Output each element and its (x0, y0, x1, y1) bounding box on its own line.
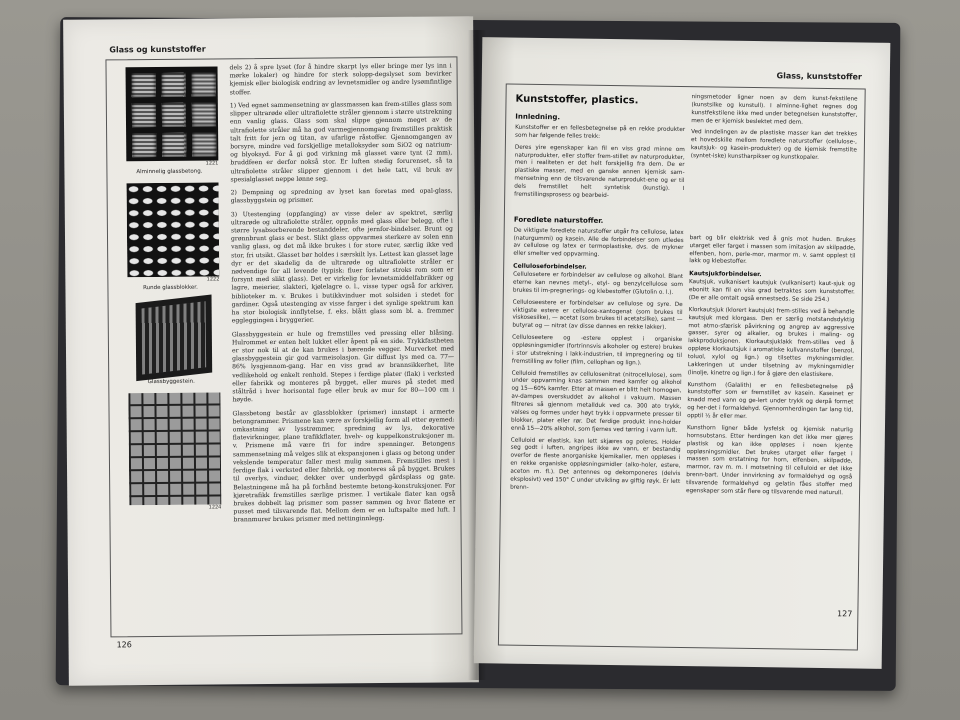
sub-heading: Kautsjukforbindelser. (689, 270, 762, 279)
section-heading: Foredlete naturstoffer. (513, 215, 604, 225)
paragraph: Kautsjuk, vulkanisert kautsjuk (vulkanisert) kaut-sjuk og ebonitt kan fil en viss grad betraktes som kunststoffer. (De er alle omtalt også ennestseds. Se side 254.) (688, 279, 856, 304)
right-column-2 (686, 94, 858, 502)
right-running-head: Glass, kunststoffer (776, 71, 862, 82)
paragraph: Kunsthorn (Galalith) er en fellesbetegnelse på kunststoffer som er fremstillet av kasein. Kaseinet er knadd med vann og ge-lert under trykk og derpå formet og her-det i formaldehyd. Gjennomherdingen tar lang tid, opptil ½ år eller mer. (687, 381, 854, 420)
glass-brick-photo (136, 295, 213, 382)
section-heading: Innledning. (515, 112, 561, 122)
left-text-column (229, 62, 455, 530)
figure-round-blocks (115, 182, 226, 291)
left-page-number: 126 (116, 640, 132, 650)
figure-caption: Glassbyggestein. (147, 378, 195, 386)
figure-number: 1222 (206, 276, 220, 283)
right-page-number: 127 (837, 609, 853, 619)
left-page (63, 16, 479, 686)
paragraph: Klorkautsjuk (klorert kautsjuk) frem-stilles ved å behandle kautsjuk med klorgass. Den er særlig motstandsdyktig mot atmo-sfærisk påvirkning og angrep av aggressive gasser, syrer og alkalier, og brukes i maling- og lakkproduksjonen. Klorkautsjuklakk frem-stilles ved å oppløse klorkautsjuk i aromatiske kullvannstoffer (benzol, toluol, xylol og lign.) og tilsettes mykningsmidler. Lakkeringen ut under tilsetning av mykningsmidler (linolje, kinetre og lign.) for å gjøre den elastiskere. (687, 306, 855, 378)
paragraph: Deres yire egenskaper kan fil en viss grad minne om naturprodukter, eller stoffer frem-stillet av naturprodukter, men i realiteten er det helt forskjellig fra dem. De er plastiske masser, med en ganske annen kjemisk sam-mensetning enn de tilsvarende naturprodukt-ene og er til dels fremstillet helt syntetisk (kunstig). I fremstillingsprosess og bearbeid- (514, 144, 685, 199)
round-blocks-photo (127, 182, 220, 277)
glass-concrete-photo (126, 66, 219, 161)
figure-caption (117, 512, 227, 513)
figure-column (114, 66, 228, 519)
paragraph: Glassbyggestein er hule og fremstilles ved pressing eller blåsing. Hulrommet er enten helt lukket eller åpent på en side. Trykkfastheten er stor nok til at de kan brukes i bærende vegger. Murverket med glassbyggestein gir god varmeisolasjon. Gir diffust lys med ca. 77—86% lysgjennom-gang. Har en viss grad av brannsikkerhet, lite vedlikehold og enkelt renhold. Stepes i ferdige plater (flak) i verksted eller fabrikk og monteres på bygget, eller mures på stedet med ståltråd i hver horisontal fuge eller bruk av mur for 80—100 cm i høyde. (231, 328, 455, 404)
figure-number: 1221 (205, 160, 219, 167)
paragraph: Celluloseestere er forbindelser av cellulose og syre. De viktigste estere er cellulose-xantogenat (som brukes til viskosesilke), — acetat (som brukes til acetatsilke), samt — butyrat og — nitrat (av disse dannes en rekke lakker). (512, 299, 683, 332)
paragraph: ningsmetoder ligner noen av dem kunst-fekstilene (kunstsilke og kunstull). I alminne-lighet regnes dog kunstfekstilene ikke med under betegnelsen kunststoffer, men de er kjemisk beslektet med dem. (691, 94, 858, 126)
paragraph: De viktigste foredlete naturstoffer utgår fra cellulose, latex (naturgummi) og kasein. Alle de forbindelser som utledes av cellulose og latex er termoplastiske, dvs. de mykner eller smelter ved oppvarming. (513, 227, 684, 259)
figure-caption: Runde glassblokker. (143, 284, 198, 292)
left-running-head: Glass og kunststoffer (109, 44, 206, 55)
chapter-title: Kunststoffer, plastics. (515, 93, 639, 107)
right-page (474, 37, 891, 669)
paragraph: Glassbetong består av glassblokker (prismer) innstøpt i armerte betongrammer. Prismene kan være av forskjellig form all etter øyemed: omkastning av lysstrømmer, spredning av lys, dekorative flatevirkninger, plane trafikkflater, hvelv- og kuppelkonstruksjoner m. v. Prismene må være fri for indre spenninger. Betongens sammensetning må velges slik at ekspansjonen i glass og betong under vekslende temperatur faller mest mulig sammen. Fremstilles mest i ferdige flak i verksted eller fabrikk, og monteres så på bygget. Brukes til overlys, vinduer, dekker over underbygd gårdsplass og gate. Belastningene må ha på forhånd bestemte betong-konstruksjoner. For kjøretrafikk fremstilles særlige prismer. I vertikale flater kan også brukes dobbelt lag prismer som passer sammen og hvor flatene er pusset med tilsvarende flat. Mellom dem er en luftspalte med luft. I brannmurer brukes prismer med nettinginnlegg. (232, 407, 456, 524)
paragraph: 3) Utestenging (oppfanging) av visse deler av spektret, særlig ultrarøde og ultrafiolette stråler, oppnås med glass eller belegg, ofte i større lysabsorberende bestanddeler, ofte jernfor-bindelser. Brunt og grønnbrunt glass er best. Slikt glass oppvarmes sterkere av solen enn vanlig glass, og det må ikke brukes i for store ruter, særlig ikke ved stor, fri utsikt. Glasset bør holdes i særskilt lys. Lettest kan glasset lage dyr er det skadelig da de ultrarøde og ultrafiolette stråler er nødvendige for all levende (typisk: fluer forlater stroks rom som er forsynt med slikt glass). Det er virkelig for levnetsmiddelfabrikker og lagre, meierier, slakteri, kjølelagre o. l., visse typer også for arkiver, biblioteker m. v. Brukes i butikkvinduer mot solsiden i stedet for gardiner. Også utestenging av visse farger i det synlige spektrum kan ha stor biologisk innflytelse, f. eks. blått glass som bl. a. fremmer eggleggingen i bryggerier. (230, 208, 454, 325)
paragraph: 1) Ved egnet sammensetning av glassmassen kan frem-stilles glass som slipper ultrarøde eller ultrafiolette stråler gjennom i større utstrekning enn vanlig glass. Glass som skal slippe gjennom meget av de ultrafiolette stråler må ha god varmegjennomgang fremstilles praktisk talt fritt for jern og titan, av ufarlige råstoffer. Gjennomgangen av borsyre, mindre ved forskjellige metalloksyder som SiO2 og natrium- og blyoksyd. For å gi god virkning må glasset være tynt (2 mm), bruddfeen er derfor nokså stor. Er luften stedig forurenset, så ta ultrafiolette stråler slipper gjennom i det hele tatt, vil bruk av spesialglasset neppe lønne seg. (229, 100, 453, 184)
paragraph: Celluloid er elastisk, kan lett skjæres og poleres. Holder seg godt i luften, angripes ikke av vann, er bestandig overfor de fleste anorganiske kjemikalier, men oppløses i en rekke organiske oppløsningsmidler (alko-holer, estere, aceton m. fl.). Det antennes og dekomponeres (delvis eksplosivt) ved 150° C under utvikling av giftig røyk. Er lett brenn- (510, 437, 681, 491)
paragraph: Celluloid fremstilles av cellulosenitrat (nitrocellulose), som under oppvarming knas sammen med kamfer og alkohol og 15—60% kamfer. Etter at massen er blitt helt homogen, av-dampes overskuddet av alkohol i vakuum. Massen filtreres så gjennom metallduk ved ca. 300 ato trykk, valses og formes under høyt trykk i oppvarmete presser til blokker, plater eller rør. Det ferdige produkt inne-holder ennå 15—20% alkohol, som fjernes ved tørring i varm luft. (510, 370, 682, 434)
paragraph: Kunststoffer er en fellesbetegnelse på en rekke produkter som har følgende felles trekk: (514, 124, 686, 140)
sub-heading: Celluloseforbindelser. (513, 262, 587, 271)
paragraph: Ved inndelingen av de plastiske masser kan det trekkes et hovedskille mellom foredlete naturstoffer (cellulose-, kautsjuk- og kasein-produkter) og de kjemisk fremstilte (syntet-iske) kunstharpikser og kunstkopaler. (690, 129, 858, 161)
figure-glass-concrete (114, 66, 225, 175)
paragraph: Kunsthorn ligner både lysfelsk og kjemisk naturlig hornsubstans. Etter herdingen kan det ikke mer gjøres plastisk og kan ikke oppløses i noen kjente oppløsningsmidler. Det brukes utarget eller farget i massen som erstatning for horn, elfenben, skilpadde, marmor, rav m. m. I motsetning til celluloid er det ikke brenn-bart. Under innvirkning av formaldehyd og også tilsvarende formaldehyd og gelatin fåes stoffer med egenskaper som står flere og tilsvarende med naturull. (686, 424, 853, 497)
paragraph: bart og blir elektrisk ved å gnis mot huden. Brukes utarget eller farget i massen som imitasjon av skilpadde, elfenben, horn, perle-mor, marmor m. v. samt opplest til lakk og klebestoffer. (689, 234, 856, 266)
figure-glass-brick (116, 298, 227, 385)
figure-glass-wall (116, 392, 227, 511)
glass-wall-photo (128, 392, 221, 505)
paragraph: dels 2) å spre lyset (for å hindre skarpt lys eller bringe mer lys inn i mørke lokaler) og hindre for sterk solopp-degslyset som bevirker kjemisk eller biologisk endring av levnetsmidler og andre lysømfintlige stoffer. (229, 62, 452, 97)
figure-caption: Alminnelig glassbetong. (136, 168, 203, 176)
paragraph: Celluloseetere og -estere opplest i organiske oppløsningsmidler (fortrinnsvis alkoholer og estere) brukes i stor utstrekning i lakk-industrien, til impregnering og til fremstilling av folier (film, cellophan og lign.). (511, 334, 683, 367)
paragraph: Cellulosetere er forbindelser av cellulose og alkohol. Blant eterne kan nevnes metyl-, etyl- og benzylcellulose som brukes til im-pregnerings- og klebestoffer (Glutolin o. l.). (512, 271, 684, 296)
paragraph: 2) Dempning og spredning av lyset kan foretas med opal-glass, glassbyggstein og prismer. (230, 187, 453, 205)
right-column-1 (510, 92, 686, 499)
figure-number: 1224 (208, 504, 222, 511)
